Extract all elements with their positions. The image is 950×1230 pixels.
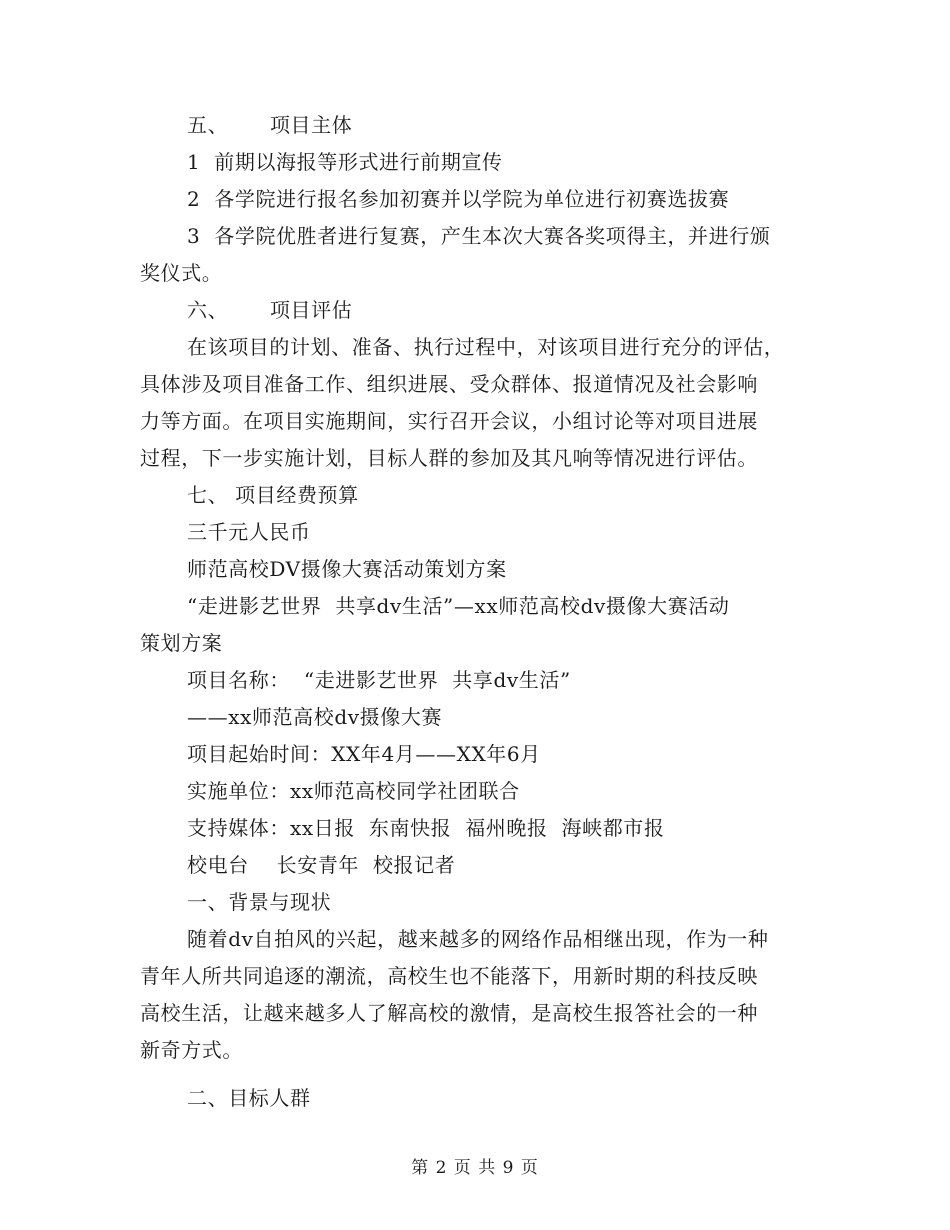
- document-body: [140, 107, 810, 1117]
- list-item: 3 各学院优胜者进行复赛，产生本次大赛各奖项得主，并进行颁: [187, 224, 771, 248]
- paragraph-line: 在该项目的计划、准备、执行过程中，对该项目进行充分的评估，: [187, 335, 785, 359]
- media-line: 校电台 长安青年 校报记者: [187, 853, 456, 877]
- paragraph-line: 策划方案: [140, 631, 223, 655]
- paragraph-line: 青年人所共同追逐的潮流，高校生也不能落下，用新时期的科技反映: [140, 964, 758, 988]
- paragraph-line: 力等方面。在项目实施期间，实行召开会议，小组讨论等对项目进展: [140, 409, 758, 433]
- section-heading-6: 六、 项目评估: [187, 298, 353, 322]
- project-name-line: 项目名称： “走进影艺世界 共享dv生活”: [187, 668, 571, 692]
- section-heading-7: 七、 项目经费预算: [187, 483, 359, 507]
- section-heading-2: 二、目标人群: [187, 1086, 311, 1110]
- paragraph-line: 具体涉及项目准备工作、组织进展、受众群体、报道情况及社会影响: [140, 372, 758, 396]
- project-time-line: 项目起始时间：XX年4月——XX年6月: [187, 742, 541, 766]
- paragraph-line: 高校生活，让越来越多人了解高校的激情，是高校生报答社会的一种: [140, 1001, 758, 1025]
- paragraph-line: “走进影艺世界 共享dv生活”—xx师范高校dv摄像大赛活动: [187, 594, 730, 618]
- project-subtitle-line: ——xx师范高校dv摄像大赛: [187, 705, 443, 729]
- organizer-line: 实施单位：xx师范高校同学社团联合: [187, 779, 520, 803]
- paragraph-line: 新奇方式。: [140, 1038, 243, 1062]
- list-item: 1 前期以海报等形式进行前期宣传: [187, 150, 503, 174]
- paragraph-line: 三千元人民币: [187, 520, 311, 544]
- page-number: 第 2 页 共 9 页: [411, 1158, 539, 1178]
- document-title: 师范高校DV摄像大赛活动策划方案: [187, 557, 507, 581]
- paragraph-line: 过程，下一步实施计划，目标人群的参加及其凡响等情况进行评估。: [140, 446, 758, 470]
- media-line: 支持媒体：xx日报 东南快报 福州晚报 海峡都市报: [187, 816, 665, 840]
- paragraph-line: 随着dv自拍风的兴起，越来越多的网络作品相继出现，作为一种: [187, 927, 769, 951]
- section-heading-5: 五、 项目主体: [187, 113, 353, 137]
- list-item: 2 各学院进行报名参加初赛并以学院为单位进行初赛选拔赛: [187, 187, 730, 211]
- text-line: 奖仪式。: [140, 261, 223, 285]
- section-heading-1: 一、背景与现状: [187, 890, 332, 914]
